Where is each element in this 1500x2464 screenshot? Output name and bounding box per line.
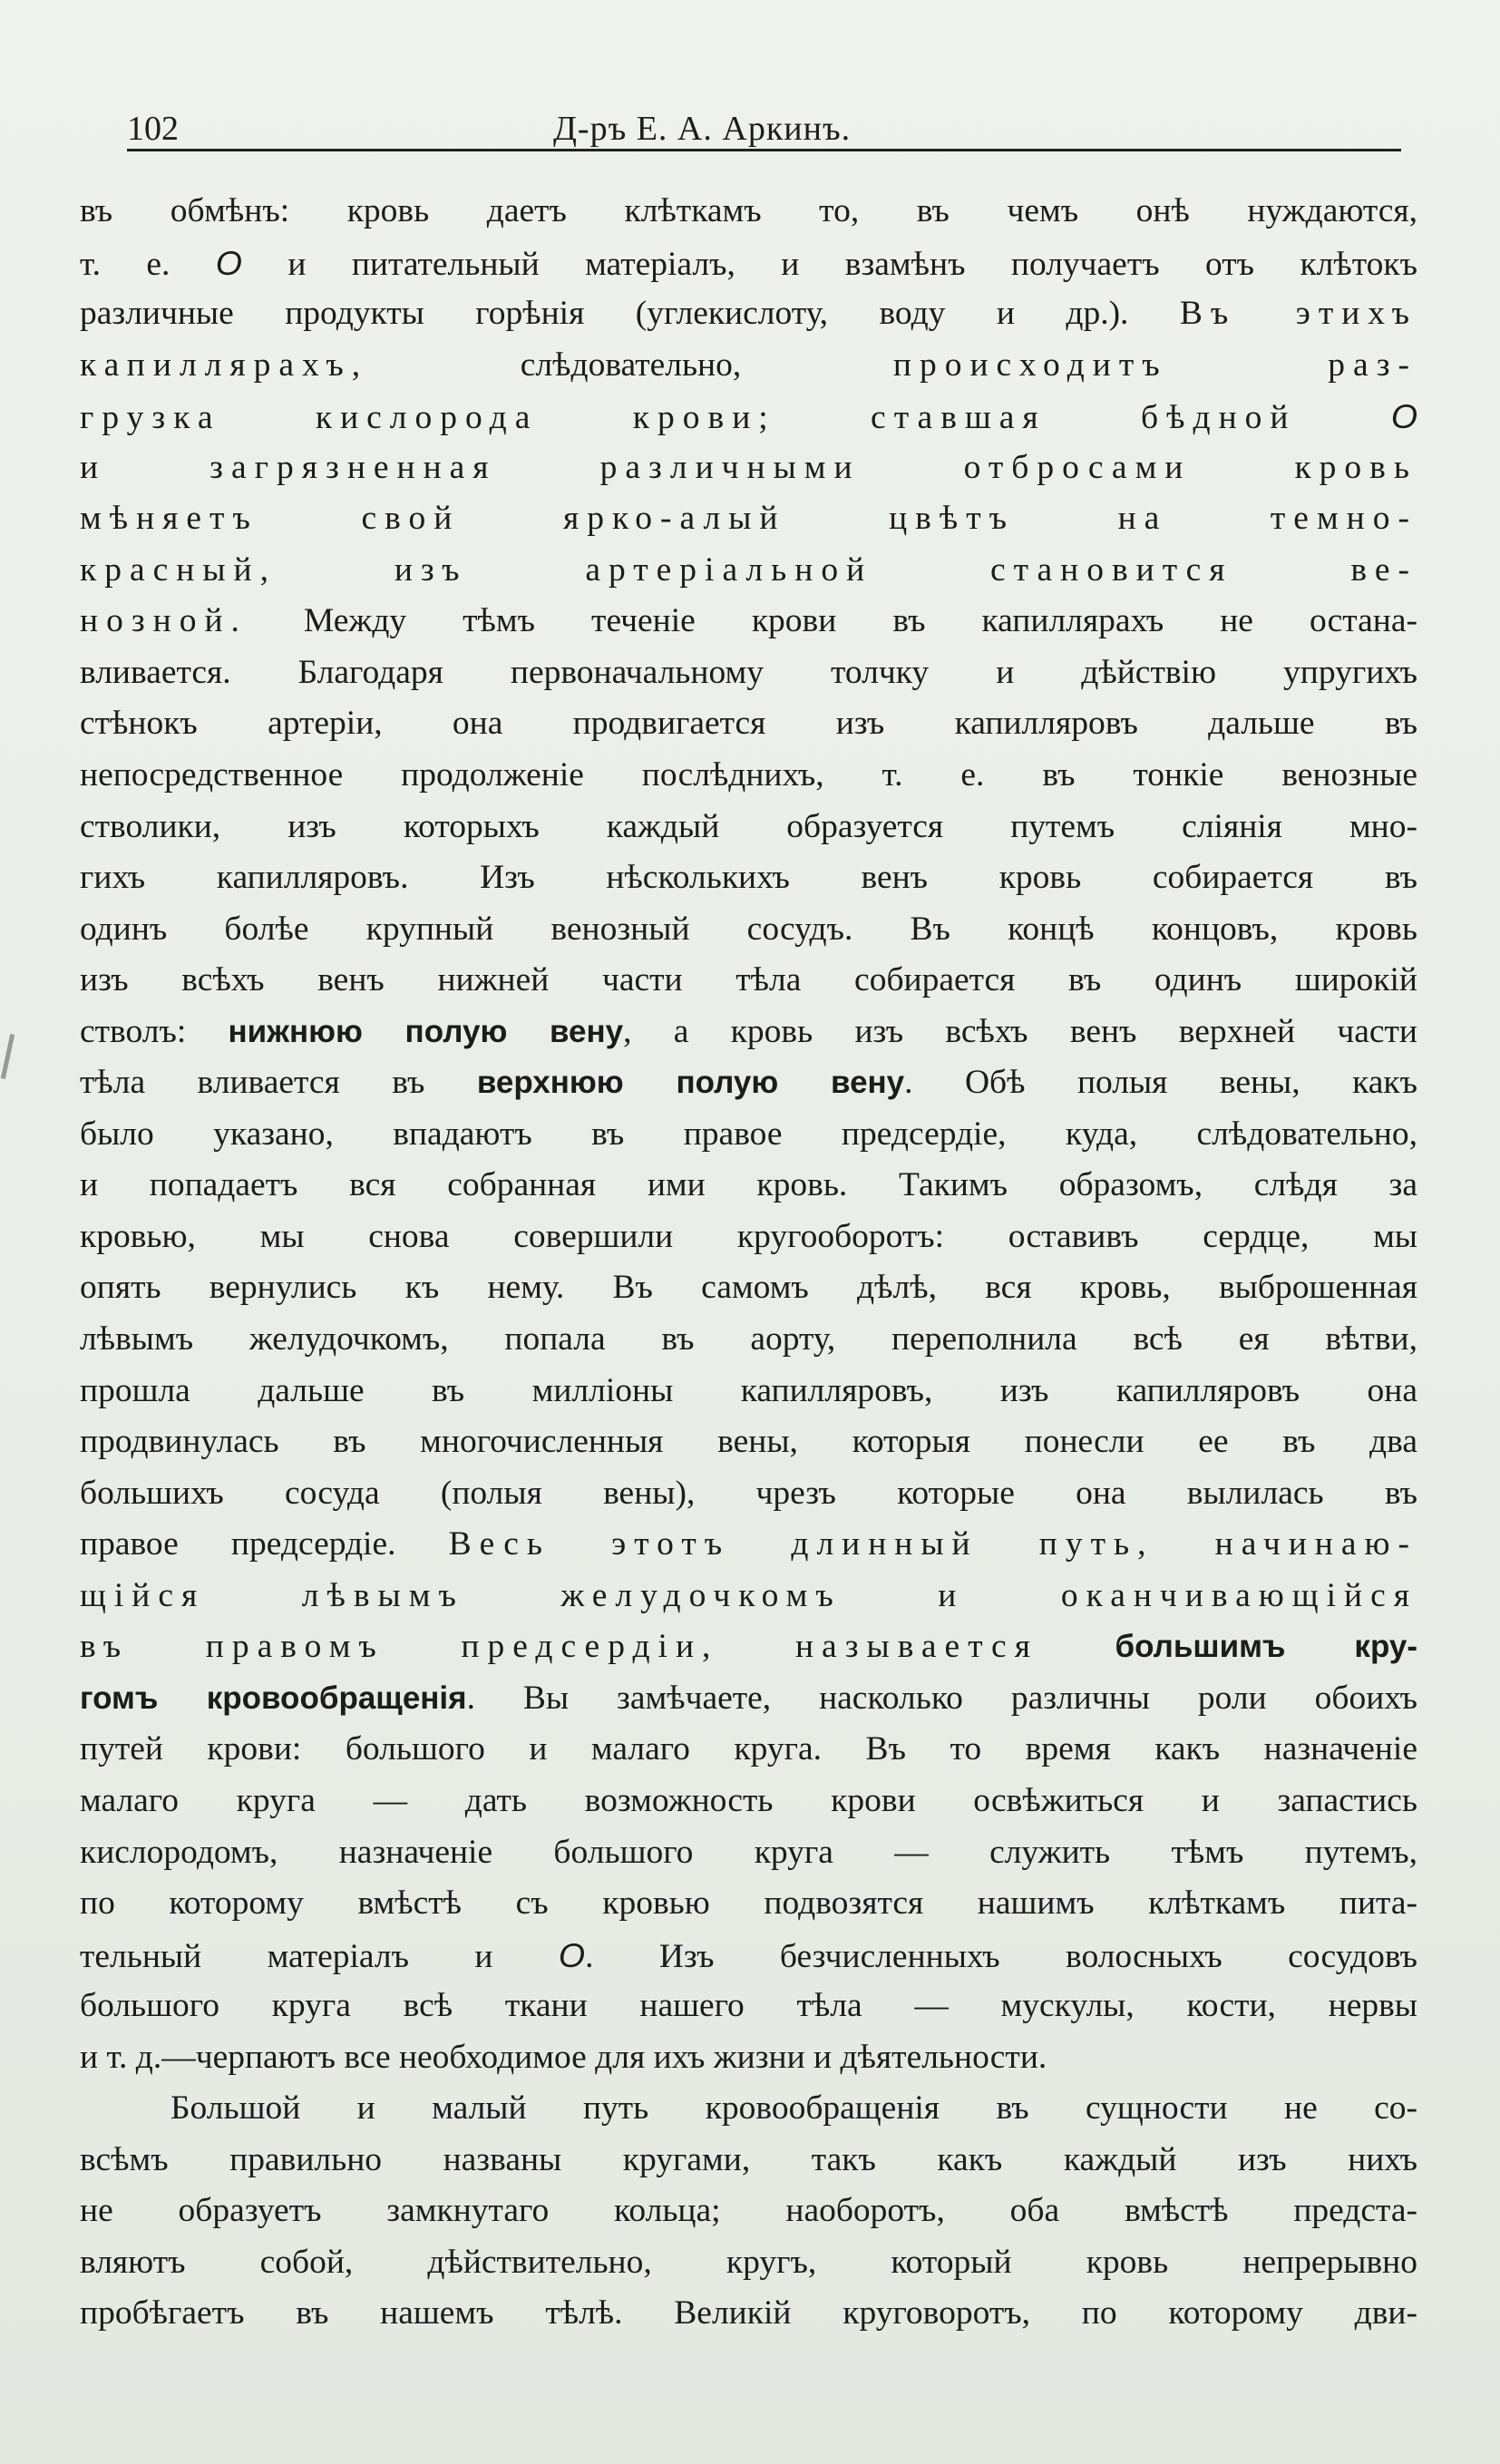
text-run: большихъ сосуда (полыя вены), чрезъ которые она вылилась въ (80, 1474, 1417, 1512)
text-line (80, 340, 1417, 392)
margin-mark (1, 1034, 15, 1079)
text-run: одинъ болѣе крупный венозный сосудъ. Въ концѣ концовъ, кровь (80, 910, 1417, 948)
text-line (80, 391, 1417, 443)
text-line (80, 443, 1417, 494)
running-head: Д-ръ Е. А. Аркинъ. (553, 110, 852, 148)
text-run: стѣнокъ артеріи, она продвигается изъ капилляровъ дальше въ (80, 705, 1417, 743)
text-run: . Вы замѣчаете, насколько различны роли обоихъ (466, 1679, 1417, 1717)
text-run: грузка кислорода крови; ставшая бѣдной (80, 399, 1391, 437)
bold-term: верхнюю полую вену (476, 1065, 905, 1101)
text-line (80, 802, 1417, 853)
text-run: . Изъ безчисленныхъ волосныхъ сосудовъ (585, 1937, 1417, 1975)
text-run: пробѣгаетъ въ нашемъ тѣлѣ. Великій круговоротъ, по которому дви- (80, 2294, 1417, 2333)
text-run: непосредственное продолженіе послѣднихъ, т. е. въ тонкіе венозные (80, 756, 1417, 794)
text-line (80, 1468, 1417, 1520)
text-line (80, 2186, 1417, 2237)
text-run: лѣвымъ желудочкомъ, попала въ аорту, переполнила всѣ ея вѣтви, (80, 1320, 1417, 1359)
text-run: различные продукты горѣнія (углекислоту, воду и др.). (80, 295, 1180, 333)
text-line (80, 2288, 1417, 2340)
text-line (80, 1212, 1417, 1263)
text-run: по которому вмѣстѣ съ кровью подвозятся нашимъ клѣткамъ пита- (80, 1885, 1417, 1923)
text-line (80, 1314, 1417, 1366)
text-run: и питательный матеріалъ, и взамѣнъ получаетъ отъ клѣтокъ (241, 245, 1417, 283)
page-header (127, 102, 1401, 156)
text-line (80, 852, 1417, 904)
text-line (80, 1827, 1417, 1879)
text-run: капиллярахъ, (80, 346, 369, 384)
text-line (80, 1262, 1417, 1314)
text-line (80, 1109, 1417, 1161)
text-run: происходитъ раз- (892, 346, 1417, 384)
text-line (80, 1417, 1417, 1468)
text-run: . Обѣ полыя вены, какъ (904, 1064, 1417, 1102)
text-run: кровью, мы снова совершили кругооборотъ: оставивъ сердце, мы (80, 1217, 1417, 1255)
text-run: и т. д.—черпаютъ все необходимое для ихъ жизни и дѣятельности. (80, 2038, 1047, 2076)
text-line (80, 596, 1417, 648)
oxygen-symbol: O (558, 1935, 586, 1974)
text-run: въ правомъ предсердіи, называется (80, 1628, 1115, 1666)
text-line (80, 698, 1417, 750)
text-run: Большой и малый путь кровообращенія въ сущности не со- (170, 2089, 1417, 2128)
text-line (80, 545, 1417, 597)
oxygen-symbol: O (215, 243, 242, 282)
text-line (80, 1981, 1417, 2032)
text-line (80, 1776, 1417, 1827)
text-run: красный, изъ артеріальной становится ве- (80, 550, 1417, 589)
page-number: 102 (127, 110, 179, 148)
text-run: продвинулась въ многочисленныя вены, которыя понесли ее въ два (80, 1423, 1417, 1461)
text-run: не образуетъ замкнутаго кольца; наоборотъ, оба вмѣстѣ предста- (80, 2192, 1417, 2230)
text-run: , а кровь изъ всѣхъ венъ верхней части (623, 1012, 1417, 1050)
text-line (80, 1519, 1417, 1571)
text-run: Въ этихъ (1179, 295, 1418, 333)
text-run: стволъ: (80, 1012, 229, 1050)
oxygen-symbol: O (1390, 397, 1417, 436)
text-run: прошла дальше въ милліоны капилляровъ, изъ капилляровъ она (80, 1371, 1417, 1409)
text-line (80, 904, 1417, 956)
text-line (80, 2237, 1417, 2289)
text-run: и загрязненная различными отбросами кровь (80, 448, 1417, 486)
text-run: нозной. (80, 602, 248, 640)
text-run: Весь этотъ длинный путь, начинаю- (448, 1525, 1417, 1563)
text-line (80, 1673, 1417, 1725)
text-run: тѣла вливается въ (80, 1064, 477, 1102)
text-line (80, 2083, 1417, 2135)
text-run: опять вернулись къ нему. Въ самомъ дѣлѣ, вся кровь, выброшенная (80, 1269, 1417, 1307)
bold-term: нижнюю полую вену (228, 1013, 624, 1049)
text-run: правое предсердіе. (80, 1525, 449, 1563)
text-run: стволики, изъ которыхъ каждый образуется путемъ сліянія мно- (80, 807, 1417, 845)
text-line (80, 238, 1417, 289)
header-rule (127, 149, 1401, 151)
body-text (80, 186, 1417, 2340)
text-line (80, 1160, 1417, 1212)
text-line (80, 648, 1417, 699)
text-run: мѣняетъ свой ярко-алый цвѣтъ на темно- (80, 500, 1417, 538)
text-line (80, 288, 1417, 340)
text-line (80, 2032, 1417, 2084)
text-line (80, 1930, 1417, 1982)
bold-term: гомъ кровообращенія (80, 1680, 467, 1716)
text-line (80, 750, 1417, 802)
text-run: вляютъ собой, дѣйствительно, кругъ, который кровь непрерывно (80, 2243, 1417, 2281)
text-run: кислородомъ, назначеніе большого круга — служить тѣмъ путемъ, (80, 1833, 1417, 1871)
text-line (80, 1622, 1417, 1673)
text-run: щійся лѣвымъ желудочкомъ и оканчивающійся (80, 1576, 1417, 1614)
text-line (80, 493, 1417, 545)
text-line (80, 1057, 1417, 1109)
text-run: вливается. Благодаря первоначальному толчку и дѣйствію упругихъ (80, 653, 1417, 691)
text-line (80, 1571, 1417, 1622)
text-line (80, 1878, 1417, 1930)
text-line (80, 955, 1417, 1007)
text-run: большого круга всѣ ткани нашего тѣла — мускулы, кости, нервы (80, 1987, 1417, 2025)
text-run: Между тѣмъ теченіе крови въ капиллярахъ не остана- (247, 602, 1417, 640)
text-run: путей крови: большого и малаго круга. Въ то время какъ назначеніе (80, 1730, 1417, 1768)
text-run: всѣмъ правильно названы кругами, такъ какъ каждый изъ нихъ (80, 2140, 1417, 2178)
text-line (80, 186, 1417, 238)
text-run: въ обмѣнъ: кровь даетъ клѣткамъ то, въ чемъ онѣ нуждаются, (80, 192, 1417, 229)
text-run: гихъ капилляровъ. Изъ нѣсколькихъ венъ кровь собирается въ (80, 859, 1417, 897)
text-run: т. е. (80, 245, 216, 283)
text-line (80, 1724, 1417, 1776)
text-run: слѣдовательно, (368, 346, 893, 384)
bold-term: большимъ кру- (1115, 1629, 1417, 1665)
text-run: и попадаетъ вся собранная ими кровь. Такимъ образомъ, слѣдя за (80, 1166, 1417, 1204)
text-line (80, 1007, 1417, 1058)
text-line (80, 1366, 1417, 1417)
text-line (80, 2135, 1417, 2186)
text-run: было указано, впадаютъ въ правое предсердіе, куда, слѣдовательно, (80, 1115, 1417, 1153)
text-run: изъ всѣхъ венъ нижней части тѣла собирается въ одинъ широкій (80, 961, 1417, 999)
text-run: малаго круга — дать возможность крови освѣжиться и запастись (80, 1781, 1417, 1819)
text-run: тельный матеріалъ и (80, 1937, 559, 1975)
